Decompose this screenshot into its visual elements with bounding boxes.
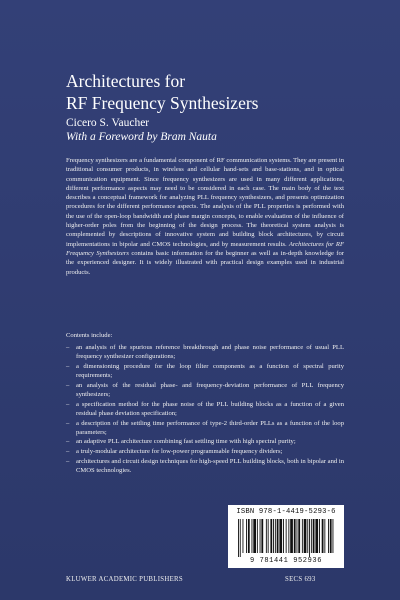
barcode-bar: [333, 519, 334, 553]
barcode-bar: [243, 519, 244, 553]
list-item-text: a truly-modular architecture for low-power programmable frequency dividers;: [76, 448, 283, 456]
barcode-bar: [288, 519, 289, 553]
list-item-text: a specification method for the phase noise of the PLL building blocks as a function of a given residual phase deviation specification;: [76, 400, 344, 417]
list-item-text: an analysis of the residual phase- and frequency-deviation performance of PLL frequency synthesizers;: [76, 381, 344, 399]
publisher-name: KLUWER ACADEMIC PUBLISHERS: [66, 576, 183, 583]
barcode-digits: 9 781441 952936: [249, 557, 322, 565]
contents-list: [66, 343, 344, 476]
book-title: [66, 70, 366, 114]
barcode-bar: [315, 519, 318, 553]
list-item: [66, 457, 344, 476]
barcode-bar: [302, 519, 303, 553]
barcode-bar: [311, 519, 312, 553]
barcode-bar: [304, 519, 307, 553]
list-item: [66, 419, 344, 438]
barcode-bar: [273, 519, 274, 553]
barcode-bar: [275, 519, 276, 553]
barcode-bar: [270, 519, 272, 553]
list-item-text: an adaptive PLL architecture combining fast settling time with high spectral purity;: [76, 438, 296, 446]
bullet-dash: –: [66, 438, 70, 446]
list-item: [66, 381, 344, 400]
isbn-text: ISBN 978-1-4419-5293-6: [236, 508, 336, 516]
description-italic-title: Architectures for RF Frequency Synthesizers: [66, 240, 344, 257]
bullet-dash: –: [66, 448, 70, 456]
list-item: [66, 400, 344, 419]
barcode-bar: [290, 519, 293, 553]
description-paragraph: [66, 156, 344, 277]
barcode-bar: [298, 519, 300, 553]
barcode-bar: [307, 519, 308, 553]
title-line-2: RF Frequency Synthesizers: [66, 93, 259, 113]
list-item: [66, 343, 344, 362]
barcode-bar: [266, 519, 267, 553]
list-item-text: a dimensioning procedure for the loop filter components as a function of spectral purity requirements;: [76, 362, 344, 380]
barcode-bar: [248, 519, 250, 553]
barcode-bar: [257, 519, 258, 553]
barcode-bar: [328, 519, 329, 553]
barcode-bar: [253, 519, 256, 553]
barcode-bar: [294, 519, 296, 553]
barcode-bar: [283, 519, 284, 553]
isbn-barcode: [228, 505, 344, 568]
barcode-bar: [279, 519, 282, 553]
barcode-bar: [238, 519, 239, 557]
list-item: [66, 437, 344, 446]
barcode-bar: [240, 519, 241, 557]
series-number: SECS 693: [285, 576, 316, 583]
bullet-dash: –: [66, 400, 70, 408]
barcode-bar: [322, 519, 324, 553]
contents-heading: Contents include:: [66, 332, 113, 339]
bullet-dash: –: [66, 381, 70, 389]
barcode-bar: [261, 519, 263, 553]
list-item-text: an analysis of the spurious reference breakthrough and phase noise performance of usual PLL frequency synthesizer configurations;: [76, 344, 344, 361]
barcode-bar: [268, 519, 269, 553]
author-name: Cicero S. Vaucher: [66, 117, 150, 129]
title-line-1: Architectures for: [66, 71, 186, 91]
list-item: [66, 447, 344, 456]
barcode-bar: [277, 519, 279, 553]
list-item: [66, 362, 344, 381]
description-part-2: contains basic information for the beginner as well as in-depth knowledge for the experienced designer. It is widely illustrated with practical design examples used in industrial products.: [66, 249, 344, 276]
description-part-1: Frequency synthesizers are a fundamental component of RF communication systems. They are present in traditional consumer products, in wireless and cellular hand-sets and base-stations, and in optical communication equipment. Since frequency synthesizers are used in many different applications, different performance aspects may need to be considered in each case. The main body of the text describes a conceptual framework for analyzing PLL frequency synthesizers, and presents optimization procedures for the different performance aspects. The analysis of the PLL properties is performed with the use of the open-loop bandwidth and phase margin concepts, to enable evaluation of the influence of higher-order poles from the beginning of the design process. The theoretical system analysis is complemented by descriptions of innovative system and building block architectures, by circuit implementations in bipolar and CMOS technologies, and by measurement results.: [66, 157, 344, 248]
barcode-bar: [246, 519, 247, 553]
bullet-dash: –: [66, 362, 70, 370]
barcode-bar: [252, 519, 253, 553]
barcode-bars: [238, 519, 334, 557]
foreword-credit: With a Foreword by Bram Nauta: [66, 131, 217, 143]
bullet-dash: –: [66, 419, 70, 427]
barcode-bar: [260, 519, 261, 553]
bullet-dash: –: [66, 344, 70, 351]
barcode-bar: [324, 519, 325, 553]
barcode-bar: [313, 519, 315, 553]
barcode-bar: [286, 519, 287, 553]
bullet-dash: –: [66, 457, 70, 465]
barcode-bar: [330, 519, 332, 553]
barcode-bar: [297, 519, 298, 553]
list-item-text: architectures and circuit design techniques for high-speed PLL building blocks, both in bipolar and in CMOS technologies.: [76, 457, 344, 474]
barcode-bar: [319, 519, 320, 553]
list-item-text: a description of the settling time performance of type-2 third-order PLLs as a function of the loop parameters;: [76, 419, 344, 436]
barcode-bar: [309, 519, 310, 557]
